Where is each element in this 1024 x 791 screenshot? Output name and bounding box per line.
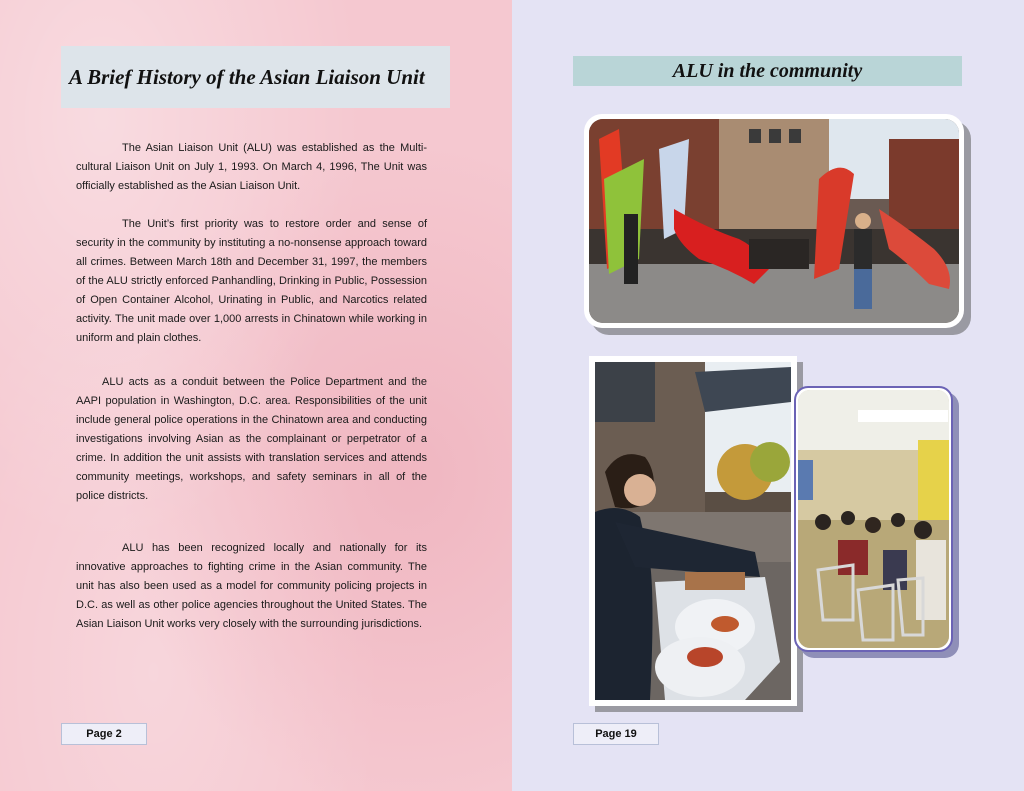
history-paragraph-4: ALU has been recognized locally and nationally for its innovative approaches to fighting crime in the Asian community. The unit has also been used as a model for community policing projects in D.C. as well as other police agencies throughout the United States. The Asian Liaison Unit works very closely with the surrounding jurisdictions. (76, 542, 427, 630)
community-title: ALU in the community (672, 59, 863, 82)
lion-dance-parade-photo (584, 114, 964, 328)
community-title-box (573, 56, 962, 86)
page-number-19: Page 19 (573, 723, 659, 745)
volunteer-distribution-photo (589, 356, 797, 706)
right-page (512, 0, 1024, 791)
history-title-box (61, 46, 450, 108)
history-paragraph-3: ALU acts as a conduit between the Police Department and the AAPI population in Washington, D.C. area. Responsibilities of the unit include general police operations in the Chinatown area and conducting investigations involving Asian as the complainant or perpetrator of a crime. In addition the unit assists with translation services and attends community meetings, workshops, and safety seminars in all of the police districts. (76, 376, 427, 502)
history-paragraph-1: The Asian Liaison Unit (ALU) was established as the Multi-cultural Liaison Unit on July 1, 1993. On March 4, 1996, The Unit was officially established as the Asian Liaison Unit. (76, 142, 427, 192)
history-title: A Brief History of the Asian Liaison Unit (69, 64, 425, 89)
history-paragraph-2: The Unit’s first priority was to restore order and sense of security in the community by instituting a no-nonsense approach toward all crimes. Between March 18th and December 31, 1997, the members of the ALU strictly enforced Panhandling, Drinking in Public, Possession of Open Container Alcohol, Urinating in Public, and Narcotics related activity. The unit made over 1,000 arrests in Chinatown while working in uniform and plain clothes. (76, 218, 427, 344)
page-number-2: Page 2 (61, 723, 147, 745)
community-meeting-photo (794, 386, 953, 652)
